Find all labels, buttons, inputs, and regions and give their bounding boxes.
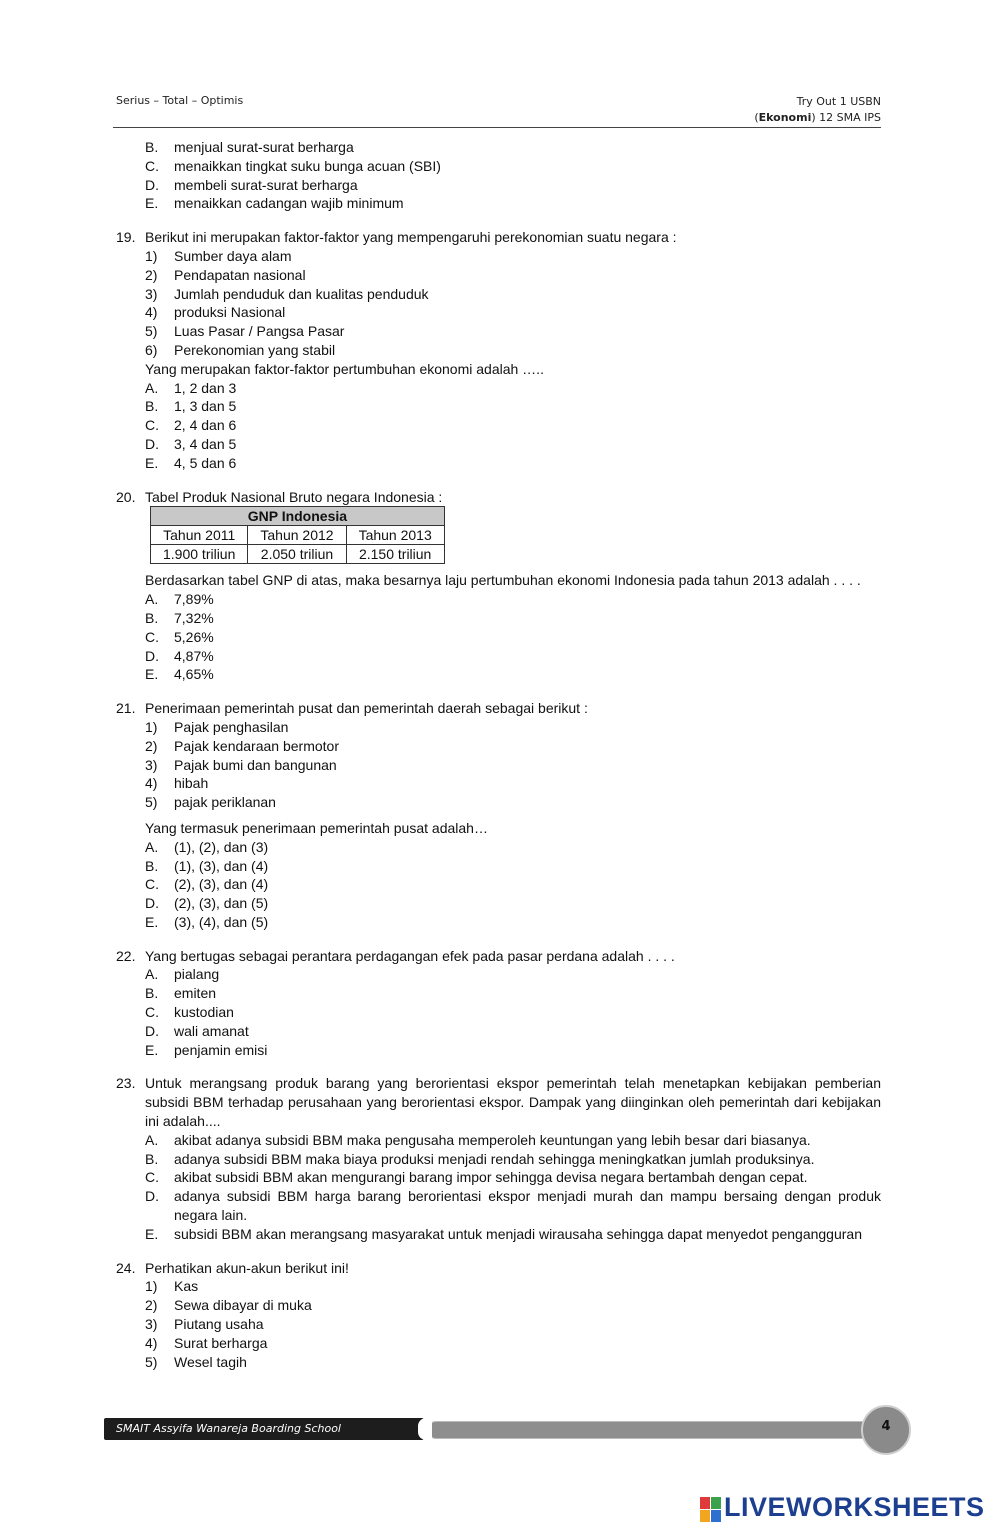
prompt-text: Berdasarkan tabel GNP di atas, maka besarnya laju pertumbuhan ekonomi Indonesia pada tahun 2013 adalah . . . . [145,572,861,589]
option-row [116,647,881,666]
option-text: wali amanat [174,1022,249,1039]
prompt-text: Yang merupakan faktor-faktor pertumbuhan ekonomi adalah ….. [145,360,544,377]
question-number: 22. [116,947,136,964]
liveworksheets-logo-icon [700,1497,722,1523]
item-label: 3) [145,756,158,773]
option-label: B. [145,1150,159,1167]
question-number: 21. [116,700,136,717]
option-row [116,665,881,684]
option-text: 4, 5 dan 6 [174,454,237,471]
option-row [116,1041,881,1060]
option-label: C. [145,1169,159,1186]
item-text: Luas Pasar / Pangsa Pasar [174,323,345,340]
item-text: Pajak bumi dan bangunan [174,756,337,773]
option-label: E. [145,454,159,471]
option-row [116,628,881,647]
item-label: 3) [145,1316,158,1333]
header-subject-line: (Ekonomi) 12 SMA IPS [754,111,881,124]
question-text: Berikut ini merupakan faktor-faktor yang mempengaruhi perekonomian suatu negara : [145,229,677,246]
item-text: hibah [174,775,209,792]
option-text: 4,65% [174,666,214,683]
question-24 [116,1259,881,1372]
option-label: E. [145,666,159,683]
option-row [116,194,881,213]
option-label: A. [145,838,159,855]
header-class: 12 SMA IPS [819,111,881,124]
option-label: C. [145,628,159,645]
option-row [116,875,881,894]
option-row [116,965,881,984]
q18-options [116,138,881,213]
list-item [116,1296,881,1315]
header-divider [113,127,881,128]
question-text: Perhatikan akun-akun berikut ini! [145,1259,349,1276]
item-label: 5) [145,323,158,340]
item-label: 2) [145,1297,158,1314]
option-text: 1, 3 dan 5 [174,398,237,415]
option-text: akibat adanya subsidi BBM maka pengusaha memperoleh keuntungan yang lebih besar dari biasanya. [174,1131,811,1148]
question-number: 19. [116,229,136,246]
list-item [116,1353,881,1372]
question-number: 24. [116,1259,136,1276]
liveworksheets-watermark[interactable]: LIVEWORKSHEETS [724,1492,985,1522]
item-label: 4) [145,304,158,321]
option-row [116,416,881,435]
question-22 [116,947,881,1060]
option-text: 1, 2 dan 3 [174,379,237,396]
option-label: D. [145,647,159,664]
question-21 [116,699,881,932]
table-header-cell: Tahun 2011 [151,526,248,545]
option-label: D. [145,1188,159,1205]
option-label: D. [145,1022,159,1039]
option-text: menaikkan cadangan wajib minimum [174,195,404,212]
page-number: 4 [881,1419,891,1434]
option-text: 2, 4 dan 6 [174,417,237,434]
question-19 [116,228,881,472]
option-label: B. [145,398,159,415]
option-row [116,838,881,857]
question-prompt [116,360,881,379]
spacer [116,684,881,699]
option-text: kustodian [174,1004,234,1021]
option-text: (3), (4), dan (5) [174,913,269,930]
option-text: (1), (2), dan (3) [174,838,269,855]
option-label: E. [145,1225,159,1242]
table-title: GNP Indonesia [151,507,445,526]
table-cell: 2.150 triliun [346,545,444,564]
question-stem [116,947,881,966]
question-prompt [116,571,881,590]
option-text: akibat subsidi BBM akan mengurangi barang impor sehingga devisa negara bertambah dengan cepat. [174,1169,808,1186]
item-label: 1) [145,247,158,264]
option-label: D. [145,895,159,912]
item-text: Wesel tagih [174,1353,247,1370]
option-label: E. [145,1041,159,1058]
header-exam-title: Try Out 1 USBN [796,95,881,108]
option-row [116,1131,881,1150]
option-label: A. [145,966,159,983]
list-item [116,303,881,322]
list-item [116,774,881,793]
question-20 [116,488,881,685]
item-label: 1) [145,1278,158,1295]
option-text: emiten [174,985,217,1002]
option-row [116,157,881,176]
option-text: membeli surat-surat berharga [174,176,358,193]
list-item [116,247,881,266]
item-text: Surat berharga [174,1334,268,1351]
option-text: menjual surat-surat berharga [174,139,354,155]
list-item [116,322,881,341]
option-row [116,1168,881,1187]
item-text: Pajak kendaraan bermotor [174,737,339,754]
option-row [116,454,881,473]
option-row [116,609,881,628]
option-label: B. [145,985,159,1002]
option-row [116,913,881,932]
question-prompt [116,819,881,838]
option-text: 5,26% [174,628,214,645]
header-tagline: Serius – Total – Optimis [116,94,244,107]
option-row [116,1225,881,1244]
item-label: 2) [145,737,158,754]
option-row [116,894,881,913]
option-row [116,379,881,398]
question-text: Yang bertugas sebagai perantara perdagangan efek pada pasar perdana adalah . . . . [145,947,675,964]
list-item [116,1315,881,1334]
option-label: A. [145,591,159,608]
option-text: 7,89% [174,591,214,608]
option-label: A. [145,379,159,396]
option-row [116,857,881,876]
option-label: E. [145,195,159,212]
question-stem [116,1259,881,1278]
option-text: (2), (3), dan (5) [174,895,269,912]
question-stem [116,1074,881,1130]
table-header-row [151,526,445,545]
table-row [151,545,445,564]
item-label: 4) [145,1334,158,1351]
spacer [116,213,881,228]
option-row [116,176,881,195]
option-label: C. [145,876,159,893]
option-text: pialang [174,966,220,983]
header-exam-info [754,94,881,126]
spacer [116,1244,881,1259]
list-item [116,756,881,775]
item-label: 2) [145,266,158,283]
header-subject: Ekonomi [758,111,812,124]
question-stem [116,488,881,507]
option-text: adanya subsidi BBM harga barang berorientasi ekspor menjadi murah dan mampu bersaing dengan produk negara lain. [174,1188,881,1224]
option-text: (1), (3), dan (4) [174,857,269,874]
list-item [116,718,881,737]
item-label: 5) [145,794,158,811]
item-text: Piutang usaha [174,1316,264,1333]
option-label: B. [145,139,159,155]
option-label: D. [145,176,159,193]
option-text: penjamin emisi [174,1041,268,1058]
option-label: D. [145,435,159,452]
item-text: pajak periklanan [174,794,276,811]
list-item [116,737,881,756]
item-text: Jumlah penduduk dan kualitas penduduk [174,285,429,302]
question-text: Penerimaan pemerintah pusat dan pemerintah daerah sebagai berikut : [145,700,588,717]
footer-decorative-bar [428,1421,870,1439]
option-row [116,1187,881,1225]
table-title-row [151,507,445,526]
item-text: Perekonomian yang stabil [174,341,336,358]
item-label: 1) [145,718,158,735]
question-stem [116,228,881,247]
option-row [116,435,881,454]
option-label: B. [145,609,159,626]
option-text: menaikkan tingkat suku bunga acuan (SBI) [174,157,441,174]
footer-bar-divider [418,1418,432,1440]
footer-school-name: SMAIT Assyifa Wanareja Boarding School [116,1422,341,1435]
option-label: C. [145,417,159,434]
option-row [116,1022,881,1041]
option-row [116,1003,881,1022]
question-number: 23. [116,1075,136,1092]
question-text: Untuk merangsang produk barang yang berorientasi ekspor pemerintah telah menetapkan kebijakan pemberian subsidi BBM terhadap perusahaan yang berorientasi ekspor. Dampak yang diinginkan oleh pemerintah dari kebijakan ini adalah.... [145,1075,881,1130]
prompt-text: Yang termasuk penerimaan pemerintah pusat adalah… [145,819,488,836]
option-text: 3, 4 dan 5 [174,435,237,452]
option-label: A. [145,1131,159,1148]
page-content [116,138,881,1371]
item-text: Kas [174,1278,199,1295]
item-label: 3) [145,285,158,302]
list-item [116,1277,881,1296]
option-row [116,1150,881,1169]
item-text: Sumber daya alam [174,247,292,264]
option-label: C. [145,1004,159,1021]
item-text: Sewa dibayar di muka [174,1297,312,1314]
table-header-cell: Tahun 2013 [346,526,444,545]
item-label: 5) [145,1353,158,1370]
item-text: produksi Nasional [174,304,286,321]
table-header-cell: Tahun 2012 [248,526,346,545]
question-number: 20. [116,488,136,505]
option-text: 7,32% [174,609,214,626]
item-text: Pajak penghasilan [174,718,289,735]
list-item [116,285,881,304]
list-item [116,1334,881,1353]
spacer [116,1059,881,1074]
option-text: adanya subsidi BBM maka biaya produksi menjadi rendah sehingga meningkatkan jumlah produksinya. [174,1150,815,1167]
option-text: (2), (3), dan (4) [174,876,269,893]
spacer [116,932,881,947]
list-item [116,266,881,285]
option-text: 4,87% [174,647,214,664]
table-cell: 1.900 triliun [151,545,248,564]
option-row [116,138,881,157]
list-item [116,793,881,812]
option-label: E. [145,913,159,930]
spacer [116,473,881,488]
item-label: 6) [145,341,158,358]
question-stem [116,699,881,718]
table-cell: 2.050 triliun [248,545,346,564]
option-text: subsidi BBM akan merangsang masyarakat untuk menjadi wirausaha sehingga dapat menyedot pengangguran [174,1225,862,1242]
spacer [116,564,881,571]
item-label: 4) [145,775,158,792]
list-item [116,341,881,360]
spacer [116,812,881,819]
option-row [116,397,881,416]
question-23 [116,1074,881,1243]
option-label: B. [145,857,159,874]
item-text: Pendapatan nasional [174,266,306,283]
option-row [116,984,881,1003]
option-row [116,590,881,609]
option-label: C. [145,157,159,174]
question-text: Tabel Produk Nasional Bruto negara Indonesia : [145,488,443,505]
gnp-table [150,506,445,564]
